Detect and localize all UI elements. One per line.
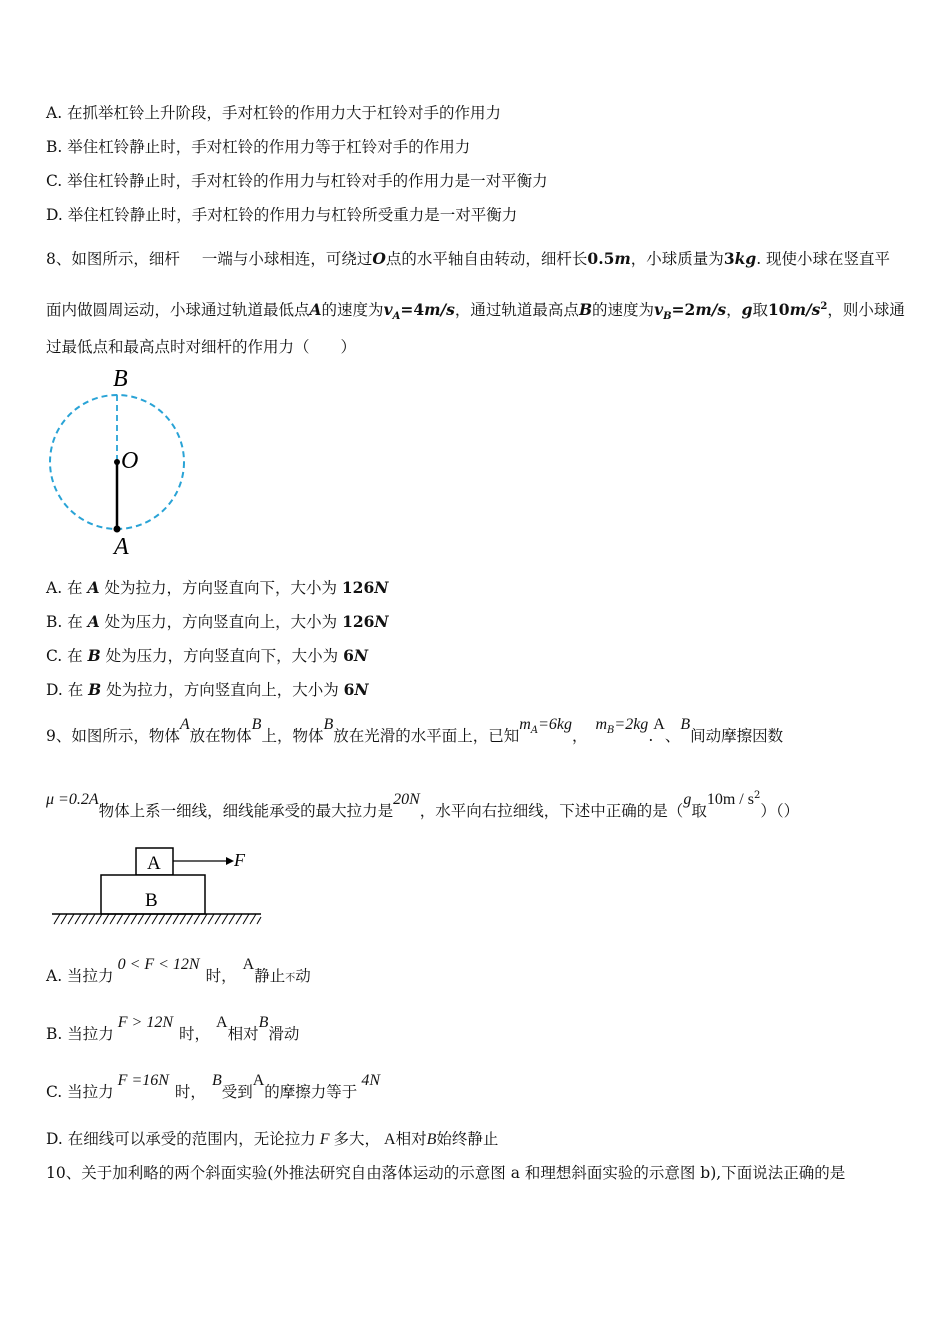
q8-option-d: D. 在 B 处为拉力，方向竖直向上，大小为 6N <box>46 680 369 699</box>
q9-option-a: A. 当拉力0 < F < 12N时，A静止不动 <box>46 956 311 985</box>
q7-option-a: A. 在抓举杠铃上升阶段，手对杠铃的作用力大于杠铃对手的作用力 <box>46 104 502 122</box>
q10-stem: 10、关于加利略的两个斜面实验(外推法研究自由落体运动的示意图 a 和理想斜面实验的示意图 b),下面说法正确的是 <box>46 1164 846 1182</box>
block-b-label: B <box>145 890 158 911</box>
q8-stem-line3: 过最低点和最高点时对细杆的作用力（ ） <box>46 338 357 356</box>
force-label: F <box>234 850 245 870</box>
label-o: O <box>121 448 139 474</box>
q9-option-c: C. 当拉力F =16N时，B受到A的摩擦力等于4N <box>46 1072 380 1101</box>
q8-option-a: A. 在 A 处为拉力，方向竖直向下，大小为 126N <box>46 578 389 597</box>
block-a-label: A <box>147 853 161 874</box>
q8-stem-line2: 面内做圆周运动，小球通过轨道最低点A的速度为$v_A=4m/s$，通过轨道最高点B的速度为$v_B=2m/s$，g取$10m/s^2$，则小球通 <box>46 300 905 323</box>
ball-a <box>114 526 121 533</box>
label-b: B <box>113 366 128 392</box>
force-arrow-head <box>226 857 234 865</box>
label-a: A <box>114 534 129 560</box>
q7-option-b: B. 举住杠铃静止时，手对杠铃的作用力等于杠铃对手的作用力 <box>46 138 471 156</box>
q8-option-c: C. 在 B 处为压力，方向竖直向下，大小为 6N <box>46 646 369 665</box>
pivot-o <box>114 459 120 465</box>
q8-option-b: B. 在 A 处为压力，方向竖直向上，大小为 126N <box>46 612 389 631</box>
q7-option-c: C. 举住杠铃静止时，手对杠铃的作用力与杠铃对手的作用力是一对平衡力 <box>46 172 548 190</box>
ground-hatch <box>54 914 261 924</box>
q9-option-b: B. 当拉力F > 12N时，A相对B滑动 <box>46 1014 300 1043</box>
q9-stem-line1: 9、如图所示，物体A放在物体B上，物体B放在光滑的水平面上，已知$m_A=6kg$，$m_B=2kg.A$、B间动摩擦因数 <box>46 716 784 745</box>
q9-blocks-figure <box>46 842 268 928</box>
q9-option-d: D. 在细线可以承受的范围内，无论拉力 F 多大， A相对B始终静止 <box>46 1130 499 1148</box>
q8-stem-line1: 8、如图所示，细杆 一端与小球相连，可绕过O点的水平轴自由转动，细杆长0.5m，小球质量为3kg. 现使小球在竖直平 <box>46 249 891 268</box>
q7-option-d: D. 举住杠铃静止时，手对杠铃的作用力与杠铃所受重力是一对平衡力 <box>46 206 518 224</box>
q8-circle-figure <box>40 360 200 560</box>
q9-stem-line2: μ =0.2A物体上系一细线，细线能承受的最大拉力是20N，水平向右拉细线，下述中正确的是（g取$10m / s^2)()$ <box>46 789 800 820</box>
